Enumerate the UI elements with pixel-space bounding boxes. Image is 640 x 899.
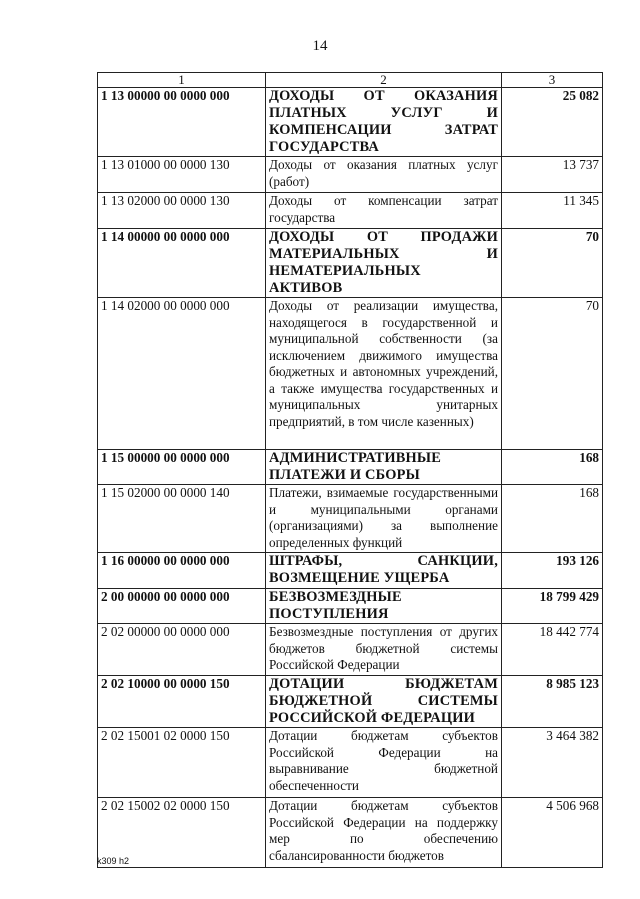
revenue-name: ДОТАЦИИ БЮДЖЕТАМ БЮДЖЕТНОЙ СИСТЕМЫ РОССИЙСКОЙ ФЕДЕРАЦИИ	[266, 676, 502, 728]
revenue-name: ДОХОДЫ ОТ ПРОДАЖИ МАТЕРИАЛЬНЫХ И НЕМАТЕРИАЛЬНЫХ АКТИВОВ	[266, 229, 502, 298]
table-row	[98, 553, 603, 589]
amount: 168	[502, 450, 603, 485]
amount: 4 506 968	[502, 798, 603, 868]
table-row	[98, 88, 603, 157]
table-row	[98, 450, 603, 485]
table-row	[98, 624, 603, 676]
table-row	[98, 157, 603, 193]
table-row	[98, 485, 603, 553]
revenue-name: ШТРАФЫ, САНКЦИИ, ВОЗМЕЩЕНИЕ УЩЕРБА	[266, 553, 502, 589]
classification-code: 1 14 00000 00 0000 000	[98, 229, 266, 298]
revenue-name: Платежи, взимаемые государственными и муниципальными органами (организациями) за выполнение определенных функций	[266, 485, 502, 553]
amount: 13 737	[502, 157, 603, 193]
classification-code: 1 16 00000 00 0000 000	[98, 553, 266, 589]
classification-code: 2 02 15001 02 0000 150	[98, 728, 266, 798]
amount: 11 345	[502, 193, 603, 229]
revenue-name: ДОХОДЫ ОТ ОКАЗАНИЯ ПЛАТНЫХ УСЛУГ И КОМПЕНСАЦИИ ЗАТРАТ ГОСУДАРСТВА	[266, 88, 502, 157]
table-row	[98, 193, 603, 229]
classification-code: 1 15 02000 00 0000 140	[98, 485, 266, 553]
amount: 3 464 382	[502, 728, 603, 798]
amount: 70	[502, 229, 603, 298]
table-row	[98, 798, 603, 868]
column-header-name: 2	[266, 73, 502, 88]
table-body	[98, 88, 603, 868]
amount: 70	[502, 298, 603, 450]
table-row	[98, 676, 603, 728]
classification-code: 2 02 15002 02 0000 150	[98, 798, 266, 868]
classification-code: 1 13 01000 00 0000 130	[98, 157, 266, 193]
revenue-name: Дотации бюджетам субъектов Российской Федерации на выравнивание бюджетной обеспеченности	[266, 728, 502, 798]
amount: 25 082	[502, 88, 603, 157]
revenue-name: Доходы от оказания платных услуг (работ)	[266, 157, 502, 193]
column-header-amount: 3	[502, 73, 603, 88]
revenue-name: Дотации бюджетам субъектов Российской Федерации на поддержку мер по обеспечению сбалансированности бюджетов	[266, 798, 502, 868]
amount: 8 985 123	[502, 676, 603, 728]
revenue-name: Доходы от компенсации затрат государства	[266, 193, 502, 229]
column-header-code: 1	[98, 73, 266, 88]
table-row	[98, 728, 603, 798]
classification-code: 2 00 00000 00 0000 000	[98, 589, 266, 624]
classification-code: 2 02 00000 00 0000 000	[98, 624, 266, 676]
revenue-name: Доходы от реализации имущества, находящегося в государственной и муниципальной собственности (за исключением движимого имущества бюджетных и автономных учреждений, а также имущества государственных и муниципальных унитарных предприятий, в том числе казенных)	[266, 298, 502, 450]
classification-code: 2 02 10000 00 0000 150	[98, 676, 266, 728]
table-header-row	[98, 73, 603, 88]
amount: 193 126	[502, 553, 603, 589]
revenue-name: БЕЗВОЗМЕЗДНЫЕ ПОСТУПЛЕНИЯ	[266, 589, 502, 624]
amount: 18 799 429	[502, 589, 603, 624]
table-row	[98, 589, 603, 624]
amount: 168	[502, 485, 603, 553]
classification-code: 1 15 00000 00 0000 000	[98, 450, 266, 485]
revenue-table	[97, 72, 603, 868]
amount: 18 442 774	[502, 624, 603, 676]
classification-code: 1 13 00000 00 0000 000	[98, 88, 266, 157]
revenue-name: Безвозмездные поступления от других бюджетов бюджетной системы Российской Федерации	[266, 624, 502, 676]
page-number: 14	[312, 38, 328, 54]
document-footer-code: k309 h2	[97, 856, 130, 866]
revenue-name: АДМИНИСТРАТИВНЫЕ ПЛАТЕЖИ И СБОРЫ	[266, 450, 502, 485]
classification-code: 1 14 02000 00 0000 000	[98, 298, 266, 450]
table-row	[98, 298, 603, 450]
table-row	[98, 229, 603, 298]
classification-code: 1 13 02000 00 0000 130	[98, 193, 266, 229]
